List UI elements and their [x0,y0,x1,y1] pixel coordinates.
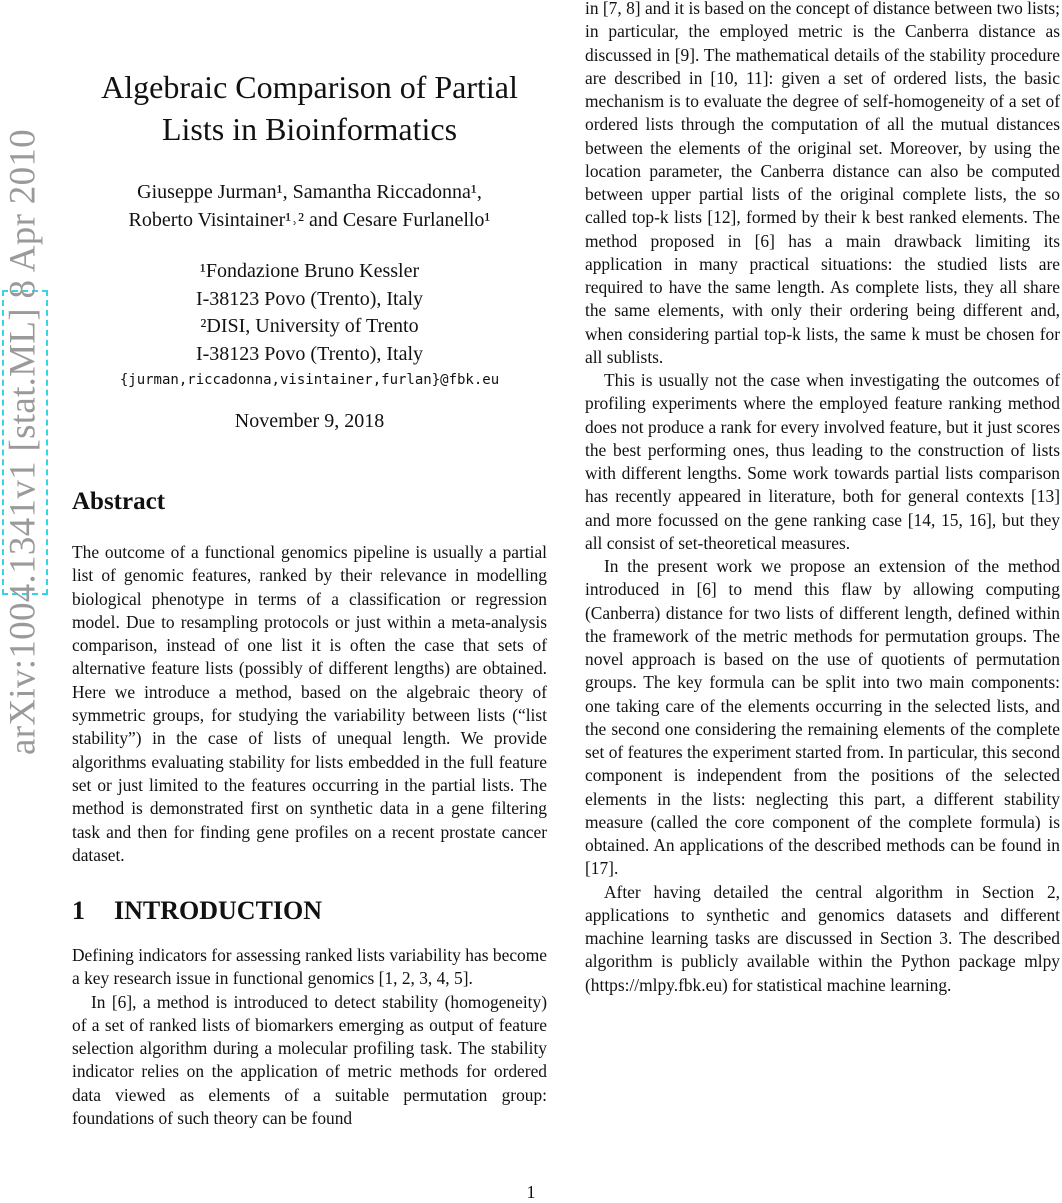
arxiv-identifier[interactable]: arXiv:1004.1341v1 [stat.ML] 8 Apr 2010 [2,129,44,755]
paragraph: This is usually not the case when investigating the outcomes of profiling experiments where the employed feature ranking method does not produce a rank for every involved feature, but it just scores the best performing ones, thus leading to the construction of lists with different lengths. Some work towards partial lists comparison has recently appeared in literature, both for general contexts [13] and more focussed on the gene ranking case [14, 15, 16], but they all consist of set-theoretical measures. [585,370,1060,553]
affiliation-line: ¹Fondazione Bruno Kessler [199,260,420,282]
abstract-paragraph: The outcome of a functional genomics pipeline is usually a partial list of genomic features, ranked by their relevance in modelling biological phenotype in terms of a classification or regression model. Due to resampling protocols or just within a meta-analysis comparison, instead of one list it is often the case that sets of alternative feature lists (possibly of different lengths) are obtained. Here we introduce a method, based on the algebraic theory of symmetric groups, for studying the variability between lists (“list stability”) in the case of lists of unequal length. We provide algorithms evaluating stability for lists embedded in the full feature set or just limited to the features occurring in the partial lists. The method is demonstrated first on synthetic data in a gene filtering task and then for finding gene profiles on a recent prostate cancer dataset. [72,542,547,865]
affiliation-line: I-38123 Povo (Trento), Italy [195,287,424,310]
paragraph: in [7, 8] and it is based on the concept of distance between two lists; in particular, the employed metric is the Canberra distance as discussed in [9]. The mathematical details of the stability procedure are described in [10, 11]: given a set of ordered lists, the basic mechanism is to evaluate the degree of self-homogeneity of a set of ordered lists through the computation of all the mutual distances between the elements of the original set. Moreover, by using the location parameter, the Canberra distance can also be computed between upper partial lists of the original complete lists, the so called top-k lists [12], formed by their k best ranked elements. The method proposed in [6] has a main drawback limiting its application in many practical situations: the studied lists are required to have the same length. As complete lists, they all share the same elements, with only their ordering being different and, when considering partial top-k lists, the same k must be chosen for all sublists. [585,0,1060,367]
paper-title: Algebraic Comparison of Partial Lists in Bioinformatics [101,69,518,147]
paragraph: Defining indicators for assessing ranked lists variability has become a key research issue in functional genomics [1, 2, 3, 4, 5]. [72,945,547,989]
affiliation-line: ²DISI, University of Trento [200,315,419,337]
section-number: 1 [72,896,85,925]
author-emails: {jurman,riccadonna,visintainer,furlan}@fbk.eu [119,372,500,388]
paragraph: In the present work we propose an extension of the method introduced in [6] to mend this flaw by allowing computing (Canberra) distance for two lists of different length, defined within the framework of the metric methods for permutation groups. The novel approach is based on the use of quotients of permutation groups. The key formula can be split into two main components: one taking care of the elements occurring in the selected lists, and the second one considering the remaining elements of the complete set of features the experiment started from. In particular, this second component is independent from the positions of the selected elements in the lists: neglecting this part, a different stability measure (called the core component of the complete formula) is obtained. An applications of the described methods can be found in [17]. [585,556,1060,879]
page-number: 1 [526,1182,536,1202]
abstract-body [72,541,547,867]
section-title: INTRODUCTION [114,896,323,925]
affiliations [72,258,547,368]
paragraph: In [6], a method is introduced to detect stability (homogeneity) of a set of ranked lists of biomarkers emerging as output of feature selection algorithm during a molecular profiling task. The stability indicator relies on the application of metric methods for ordered data viewed as elements of a suitable permutation group: foundations of such theory can be found [72,991,547,1129]
authors-line-1: Giuseppe Jurman¹, Samantha Riccadonna¹, [137,181,482,203]
right-column-body [585,0,1060,997]
section-heading [72,896,322,926]
abstract-heading: Abstract [72,488,166,515]
paragraph: After having detailed the central algorithm in Section 2, applications to synthetic and genomics datasets and different machine learning tasks are discussed in Section 3. The described algorithm is publicly available within the Python package mlpy (https://mlpy.fbk.eu) for statistical machine learning. [585,881,1060,995]
paper-date: November 9, 2018 [234,410,385,432]
introduction-body [72,944,547,1130]
affiliation-line: I-38123 Povo (Trento), Italy [195,342,424,365]
authors [72,178,547,234]
authors-line-2: Roberto Visintainer¹˒² and Cesare Furlanello¹ [128,209,491,231]
